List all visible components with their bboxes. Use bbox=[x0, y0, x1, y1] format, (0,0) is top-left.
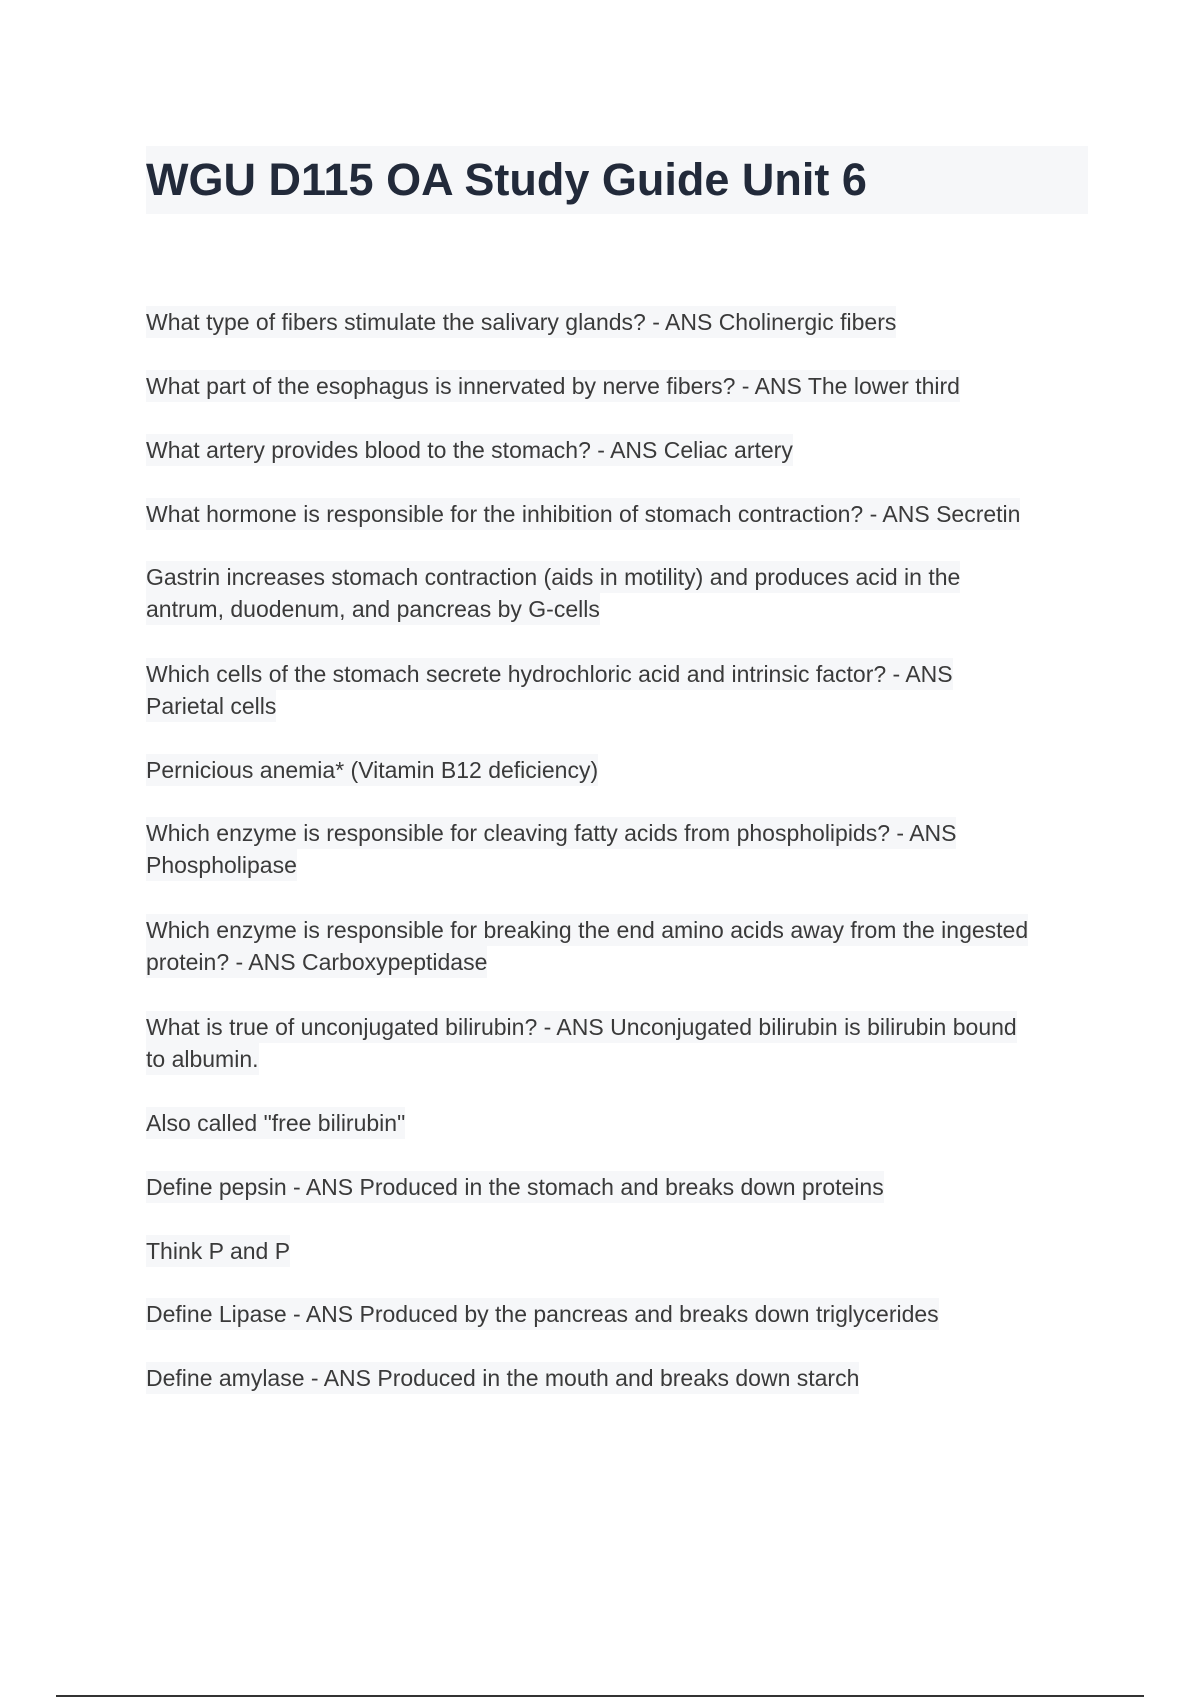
qa-entry bbox=[146, 1171, 1092, 1203]
entry-line: What artery provides blood to the stomach? - ANS Celiac artery bbox=[146, 434, 793, 466]
entry-line: Define pepsin - ANS Produced in the stomach and breaks down proteins bbox=[146, 1171, 884, 1203]
note-entry bbox=[146, 1107, 1092, 1139]
entry-line: What type of fibers stimulate the salivary glands? - ANS Cholinergic fibers bbox=[146, 306, 896, 338]
qa-entry bbox=[146, 817, 1092, 881]
qa-entry bbox=[146, 1011, 1092, 1075]
qa-entry bbox=[146, 1298, 1092, 1330]
entry-line: to albumin. bbox=[146, 1043, 259, 1075]
entry-line: Define Lipase - ANS Produced by the pancreas and breaks down triglycerides bbox=[146, 1298, 939, 1330]
qa-entry bbox=[146, 370, 1092, 402]
footer-divider bbox=[56, 1695, 1144, 1697]
page-title: WGU D115 OA Study Guide Unit 6 bbox=[146, 154, 867, 205]
qa-entry bbox=[146, 434, 1092, 466]
entry-line: Gastrin increases stomach contraction (aids in motility) and produces acid in the bbox=[146, 561, 960, 593]
qa-entry bbox=[146, 498, 1092, 530]
note-entry bbox=[146, 1235, 1092, 1267]
entry-line: Also called "free bilirubin" bbox=[146, 1107, 405, 1139]
entry-line: What hormone is responsible for the inhibition of stomach contraction? - ANS Secretin bbox=[146, 498, 1020, 530]
entry-line: Which cells of the stomach secrete hydrochloric acid and intrinsic factor? - ANS bbox=[146, 658, 953, 690]
entry-line: Define amylase - ANS Produced in the mouth and breaks down starch bbox=[146, 1362, 859, 1394]
entry-line: Which enzyme is responsible for breaking the end amino acids away from the ingested bbox=[146, 914, 1028, 946]
qa-entry bbox=[146, 306, 1092, 338]
entry-line: Pernicious anemia* (Vitamin B12 deficiency) bbox=[146, 754, 598, 786]
note-entry bbox=[146, 754, 1092, 786]
entry-line: Think P and P bbox=[146, 1235, 290, 1267]
qa-entry bbox=[146, 1362, 1092, 1394]
entry-line: What part of the esophagus is innervated by nerve fibers? - ANS The lower third bbox=[146, 370, 960, 402]
entry-line: Parietal cells bbox=[146, 690, 276, 722]
entry-line: protein? - ANS Carboxypeptidase bbox=[146, 946, 487, 978]
entry-line: Phospholipase bbox=[146, 849, 297, 881]
qa-entry bbox=[146, 658, 1092, 722]
note-entry bbox=[146, 561, 1092, 625]
entry-line: antrum, duodenum, and pancreas by G-cells bbox=[146, 593, 600, 625]
qa-entry bbox=[146, 914, 1092, 978]
entry-line: What is true of unconjugated bilirubin? - ANS Unconjugated bilirubin is bilirubin bound bbox=[146, 1011, 1017, 1043]
entry-line: Which enzyme is responsible for cleaving fatty acids from phospholipids? - ANS bbox=[146, 817, 956, 849]
